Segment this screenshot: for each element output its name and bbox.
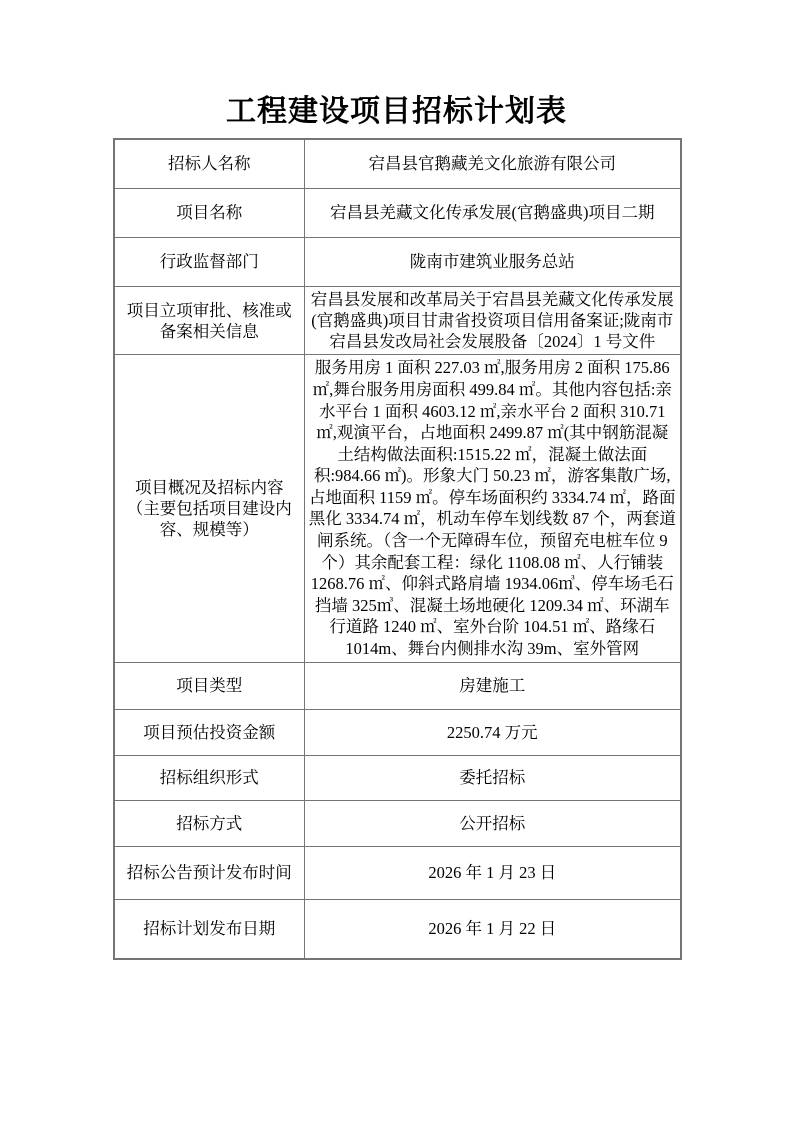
table-row-bidder-name bbox=[114, 139, 681, 189]
row-label: 招标计划发布日期 bbox=[114, 899, 304, 959]
table-row-supervision-department bbox=[114, 238, 681, 287]
row-label: 项目类型 bbox=[114, 662, 304, 709]
row-value: 2026 年 1 月 22 日 bbox=[304, 899, 681, 959]
row-value: 宕昌县羌藏文化传承发展(官鹅盛典)项目二期 bbox=[304, 189, 681, 238]
table-row-approval-info bbox=[114, 287, 681, 355]
table-row-project-overview bbox=[114, 355, 681, 662]
row-value: 2026 年 1 月 23 日 bbox=[304, 846, 681, 899]
table-row-organization-form bbox=[114, 755, 681, 800]
table-row-plan-publish-date bbox=[114, 899, 681, 959]
bidding-plan-table bbox=[113, 138, 682, 960]
row-value: 服务用房 1 面积 227.03 ㎡,服务用房 2 面积 175.86 ㎡,舞台服务用房面积 499.84 ㎡。其他内容包括:亲水平台 1 面积 4603.12 ㎡,亲水平台 2 面积 310.71 ㎡,观演平台，占地面积 2499.87 ㎡(其中钢筋混凝土结构做法面积:1515.22 ㎡，混凝土做法面积:984.66 ㎡)。形象大门 50.23 ㎡，游客集散广场,占地面积 1159 ㎡。停车场面积约 3334.74 ㎡，路面黑化 3334.74 ㎡，机动车停车划线数 87 个，两套道闸系统。（含一个无障碍车位，预留充电桩车位 9 个）其余配套工程：绿化 1108.08 ㎡、人行铺装 1268.76 ㎡、仰斜式路肩墙 1934.06㎥、停车场毛石挡墙 325㎥、混凝土场地硬化 1209.34 ㎡、环湖车行道路 1240 ㎡、室外台阶 104.51 ㎡、路缘石 1014m、舞台内侧排水沟 39m、室外管网 bbox=[304, 355, 681, 662]
row-value: 房建施工 bbox=[304, 662, 681, 709]
row-value: 2250.74 万元 bbox=[304, 709, 681, 755]
row-label: 行政监督部门 bbox=[114, 238, 304, 287]
row-label: 项目名称 bbox=[114, 189, 304, 238]
row-label: 招标方式 bbox=[114, 800, 304, 846]
document-title: 工程建设项目招标计划表 bbox=[226, 95, 567, 128]
row-label: 招标人名称 bbox=[114, 139, 304, 189]
row-label: 项目概况及招标内容（主要包括项目建设内容、规模等） bbox=[114, 355, 304, 662]
row-value: 委托招标 bbox=[304, 755, 681, 800]
table-row-estimated-investment bbox=[114, 709, 681, 755]
table-row-announcement-expected-date bbox=[114, 846, 681, 899]
table-row-project-type bbox=[114, 662, 681, 709]
row-value: 公开招标 bbox=[304, 800, 681, 846]
row-value: 陇南市建筑业服务总站 bbox=[304, 238, 681, 287]
row-label: 项目预估投资金额 bbox=[114, 709, 304, 755]
row-value: 宕昌县官鹅藏羌文化旅游有限公司 bbox=[304, 139, 681, 189]
row-label: 招标公告预计发布时间 bbox=[114, 846, 304, 899]
row-value: 宕昌县发展和改革局关于宕昌县羌藏文化传承发展(官鹅盛典)项目甘肃省投资项目信用备案证;陇南市宕昌县发改局社会发展股备〔2024〕1 号文件 bbox=[304, 287, 681, 355]
table-row-bidding-method bbox=[114, 800, 681, 846]
row-label: 招标组织形式 bbox=[114, 755, 304, 800]
table-row-project-name bbox=[114, 189, 681, 238]
row-label: 项目立项审批、核准或备案相关信息 bbox=[114, 287, 304, 355]
